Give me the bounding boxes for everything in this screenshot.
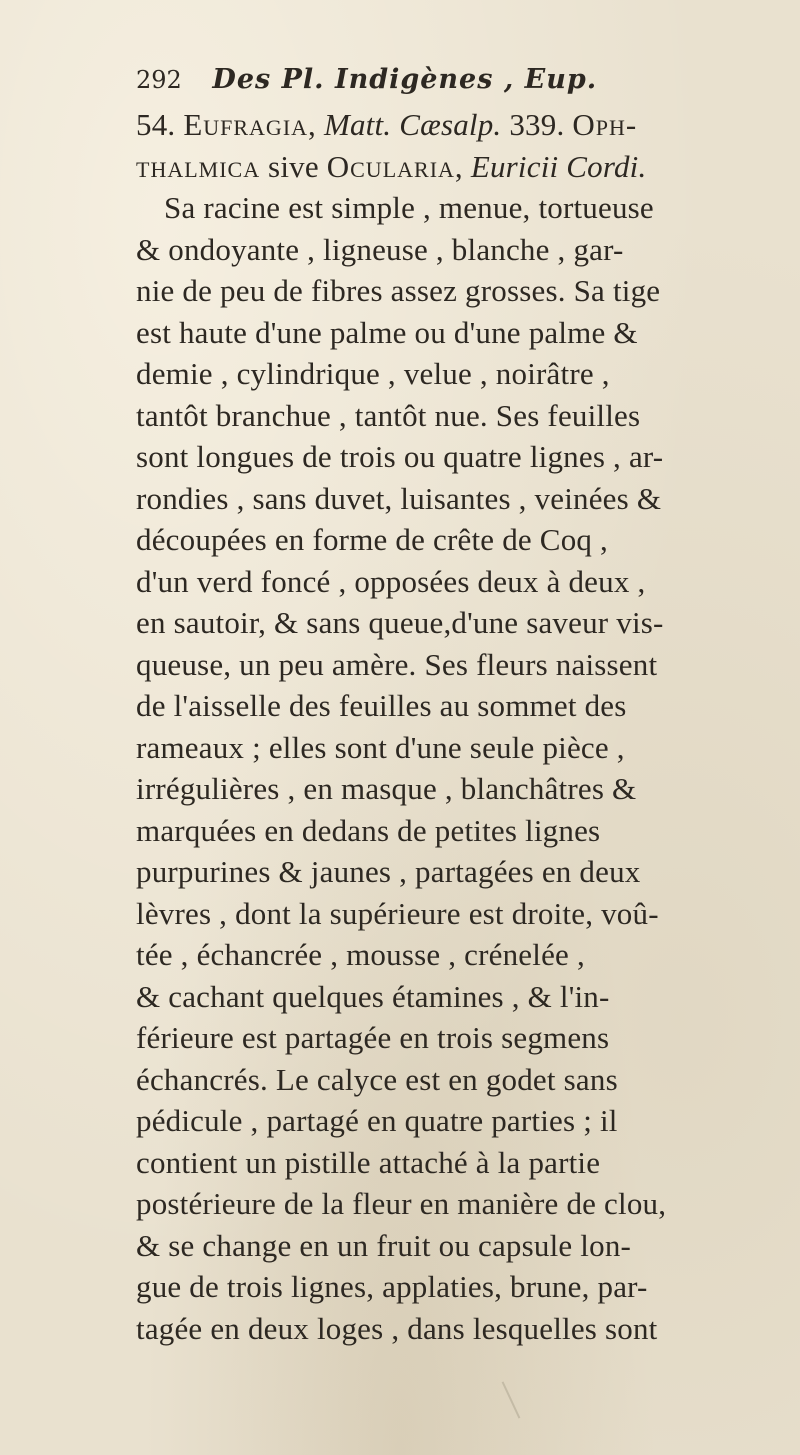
text-segment: queuse, un peu amère. Ses fleurs naissent [136,646,658,682]
text-segment: irrégulières , en masque , blanchâtres & [136,771,637,806]
text-line [136,727,776,769]
text-segment: d'un verd foncé , opposées deux à deux , [136,563,646,599]
text-line [136,519,776,561]
text-segment: de l'aisselle des feuilles au sommet des [136,688,627,723]
text-line [136,187,776,229]
text-line [136,561,776,603]
text-line [136,851,776,893]
text-line [136,1100,776,1142]
text-segment: , [308,107,324,142]
text-segment: , [454,148,471,184]
text-segment: & ondoyante , ligneuse , blanche , gar- [136,231,624,267]
text-line [136,810,776,852]
text-segment: & se change en un fruit ou capsule lon- [136,1227,632,1263]
text-segment: 339. [501,107,573,142]
text-line [136,229,776,271]
small-caps-text: thalmica [136,148,261,184]
italic-text: Euricii Cordi. [470,148,647,184]
text-line [136,146,776,188]
page-header [136,58,736,102]
text-segment: postérieure de la fleur en manière de clou, [136,1186,667,1221]
text-line [136,1142,776,1184]
text-line [136,1225,776,1267]
text-line [136,353,776,395]
text-segment: en sautoir, & sans queue,d'une saveur vis- [136,605,664,640]
text-line [136,1059,776,1101]
text-segment: pédicule , partagé en quatre parties ; il [136,1103,618,1138]
text-segment: découpées en forme de crête de Coq , [136,522,608,557]
text-line [136,602,776,644]
text-line [136,1266,776,1308]
text-segment: est haute d'une palme ou d'une palme & [136,314,638,350]
text-line [136,1308,776,1350]
text-line [136,395,776,437]
text-segment: demie , cylindrique , velue , noirâtre , [136,356,610,391]
text-segment: tée , échancrée , mousse , crénelée , [136,937,585,972]
text-segment: férieure est partagée en trois segmens [136,1020,610,1055]
small-caps-text: Eufragia [183,107,309,142]
small-caps-text: Oph- [572,107,638,142]
text-line [136,644,776,686]
text-segment: lèvres , dont la supérieure est droite, voû- [136,895,659,931]
text-line [136,436,776,478]
text-segment: échancrés. Le calyce est en godet sans [136,1061,618,1097]
text-line [136,270,776,312]
text-segment: & cachant quelques étamines , & l'in- [136,978,610,1014]
small-caps-text: Ocularia [326,148,455,184]
text-line [136,1017,776,1059]
paper-mark [502,1381,521,1418]
page-number: 292 [136,66,182,94]
text-line [136,312,776,354]
running-title: Des Pl. Indigènes , Eup. [212,64,598,95]
text-segment: sont longues de trois ou quatre lignes , ar- [136,439,664,474]
text-line [136,768,776,810]
text-line [136,478,776,520]
text-line [136,104,776,146]
text-segment: nie de peu de fibres assez grosses. Sa tige [136,273,661,308]
text-line [136,1183,776,1225]
text-segment: tagée en deux loges , dans lesquelles sont [136,1310,658,1346]
text-segment: contient un pistille attaché à la partie [136,1144,601,1180]
text-segment: rameaux ; elles sont d'une seule pièce , [136,729,625,765]
text-line [136,685,776,727]
italic-text: Matt. Cæsalp. [323,107,502,142]
body-text [136,104,776,1349]
text-line [136,976,776,1018]
text-segment: gue de trois lignes, applaties, brune, par- [136,1269,648,1304]
text-segment: marquées en dedans de petites lignes [136,812,601,848]
text-segment: Sa racine est simple , menue, tortueuse [164,190,654,225]
text-segment: 54. [136,107,184,142]
text-segment: sive [260,148,327,184]
text-segment: purpurines & jaunes , partagées en deux [136,854,641,889]
text-segment: tantôt branchue , tantôt nue. Ses feuilles [136,397,641,433]
text-line [136,893,776,935]
text-segment: rondies , sans duvet, luisantes , veinées & [136,480,662,516]
text-line [136,934,776,976]
